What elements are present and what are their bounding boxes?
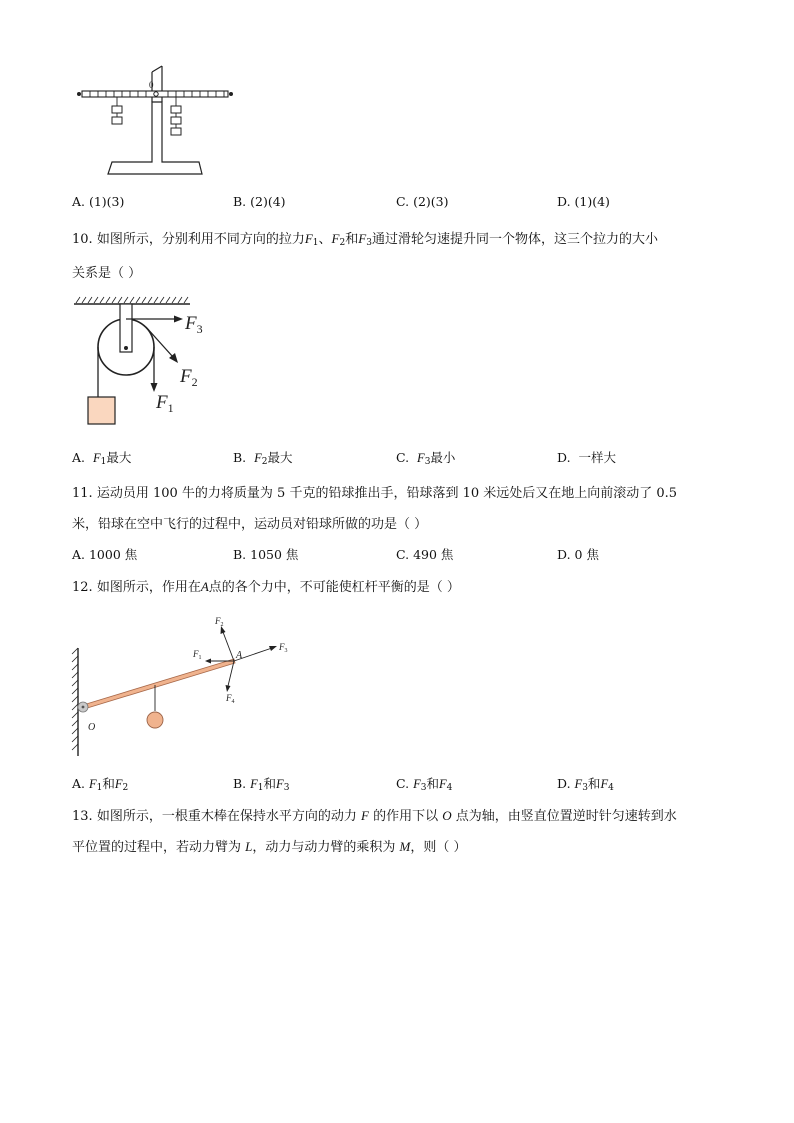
point-a-label: A [236, 650, 243, 661]
q10-number: 10. [72, 232, 93, 247]
q9-option-c[interactable]: C. (2)(3) [396, 194, 449, 209]
q13-stem-line1: 13. 如图所示，一根重木棒在保持水平方向的动力 F 的作用下以 O 点为轴，由竖直位置逆时针匀速转到水 [72, 808, 677, 824]
q12-f2-label: $F_2$ [215, 616, 224, 628]
q10-stem-line2: 关系是（ ） [72, 266, 142, 281]
q12-option-c[interactable]: C. $F_3$和$F_4$ [396, 776, 453, 793]
q9-lever-balance-figure [72, 62, 237, 178]
q12-option-b[interactable]: B. $F_1$和$F_3$ [233, 776, 290, 793]
q12-number: 12. [72, 580, 93, 595]
f1-label: $F_1$ [156, 392, 174, 415]
q10-pulley-figure [72, 292, 222, 428]
q12-f1-label: $F_1$ [193, 649, 202, 661]
q9-option-b[interactable]: B. (2)(4) [233, 194, 286, 209]
q11-number: 11. [72, 486, 93, 501]
q12-f3-label: $F_3$ [279, 642, 288, 654]
q11-option-d[interactable]: D. 0 焦 [557, 547, 599, 562]
f2-label: $F_2$ [180, 366, 198, 389]
q13-stem-line2: 平位置的过程中，若动力臂为 L，动力与动力臂的乘积为 M，则（ ） [72, 839, 467, 855]
q11-option-c[interactable]: C. 490 焦 [396, 547, 454, 562]
q10-option-c[interactable]: C. $F_3$最小 [396, 450, 456, 467]
q10-option-b[interactable]: B. $F_2$最大 [233, 450, 293, 467]
q10-stem-line1: 10. 如图所示，分别利用不同方向的拉力$F_1$、$F_2$和$F_3$通过滑轮匀速提升同一个物体，这三个拉力的大小 [72, 231, 658, 248]
q11-stem-line2: 米，铅球在空中飞行的过程中，运动员对铅球所做的功是（ ） [72, 517, 428, 532]
q12-option-a[interactable]: A. $F_1$和$F_2$ [72, 776, 129, 793]
q10-option-a[interactable]: A. $F_1$最大 [72, 450, 132, 467]
q12-stem: 12. 如图所示，作用在A点的各个力中，不可能使杠杆平衡的是（ ） [72, 579, 460, 595]
q11-stem-line1: 11. 运动员用 100 牛的力将质量为 5 千克的铅球推出手，铅球落到 10 米远处后又在地上向前滚动了 0.5 [72, 486, 678, 501]
q12-option-d[interactable]: D. $F_3$和$F_4$ [557, 776, 614, 793]
q9-option-a[interactable]: A. (1)(3) [72, 194, 125, 209]
f3-label: $F_3$ [185, 313, 203, 336]
point-o-label: O [88, 722, 96, 733]
q13-number: 13. [72, 809, 93, 824]
q12-f4-label: $F_4$ [226, 693, 235, 705]
q10-option-d[interactable]: D. 一样大 [557, 450, 617, 465]
q11-option-b[interactable]: B. 1050 焦 [233, 547, 299, 562]
q12-lever-figure [70, 608, 300, 760]
pivot-label: 0 [149, 80, 154, 90]
q9-option-d[interactable]: D. (1)(4) [557, 194, 610, 209]
q11-option-a[interactable]: A. 1000 焦 [72, 547, 138, 562]
